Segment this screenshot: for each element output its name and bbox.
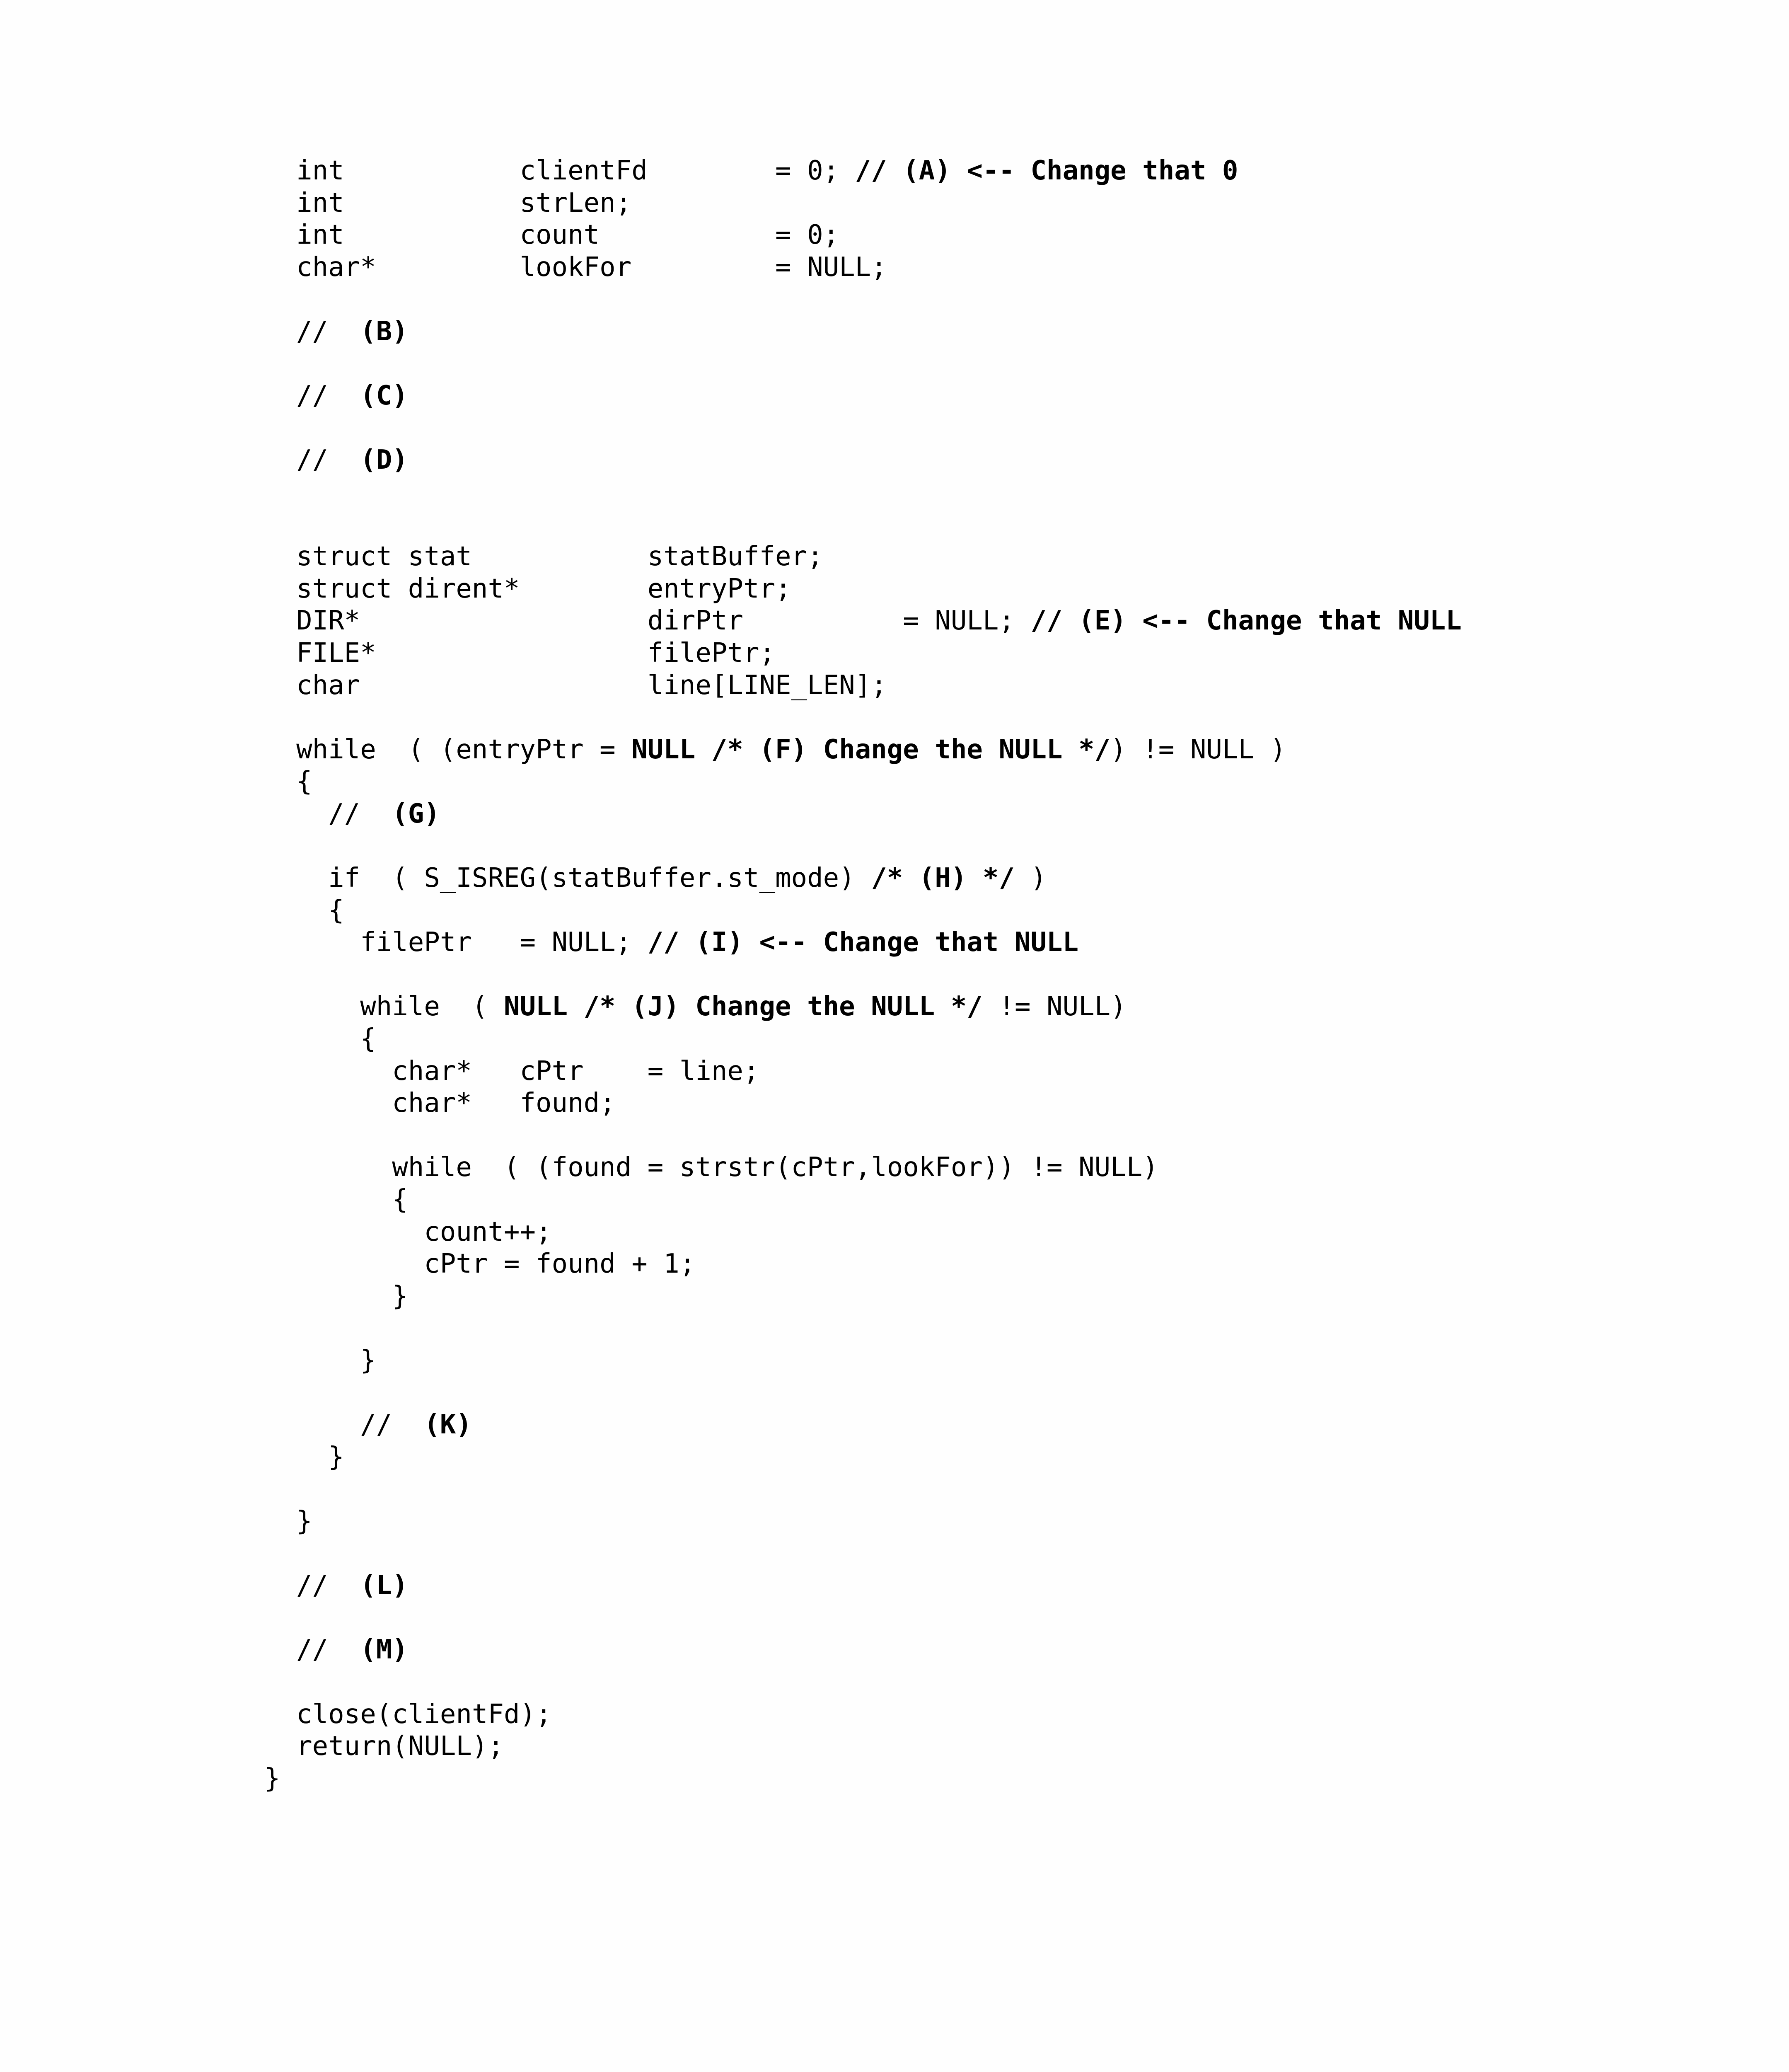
blank-line	[264, 1602, 1462, 1634]
code-line	[264, 1152, 1462, 1184]
code-text: return(NULL);	[264, 1731, 504, 1762]
annotation-text: // (E) <-- Change that NULL	[1030, 605, 1462, 637]
code-text: cPtr = found + 1;	[264, 1249, 696, 1280]
code-text: }	[264, 1506, 312, 1537]
code-text: {	[264, 895, 344, 926]
blank-line	[264, 1120, 1462, 1152]
code-text: {	[264, 1184, 408, 1215]
code-text: char* cPtr = line;	[264, 1055, 759, 1087]
code-line	[264, 573, 1462, 605]
code-line	[264, 1763, 1462, 1795]
code-text: int count = 0;	[264, 220, 839, 251]
code-text: DIR* dirPtr = NULL;	[264, 605, 1031, 637]
blank-line	[264, 1666, 1462, 1699]
code-text: if ( S_ISREG(statBuffer.st_mode)	[264, 863, 871, 894]
blank-line	[264, 1473, 1462, 1506]
code-line	[264, 316, 1462, 348]
code-line	[264, 252, 1462, 284]
code-line	[264, 766, 1462, 798]
code-line	[264, 927, 1462, 959]
code-line	[264, 1184, 1462, 1216]
code-text: ) != NULL )	[1110, 734, 1286, 765]
code-text: //	[264, 1409, 424, 1440]
code-text: char line[LINE_LEN];	[264, 670, 887, 701]
code-text: != NULL)	[982, 991, 1127, 1022]
code-text: struct dirent* entryPtr;	[264, 573, 791, 604]
code-text: //	[264, 798, 392, 829]
code-text: {	[264, 766, 312, 797]
code-line	[264, 605, 1462, 637]
code-line	[264, 1345, 1462, 1377]
code-line	[264, 637, 1462, 670]
code-line	[264, 862, 1462, 895]
blank-line	[264, 959, 1462, 991]
code-line	[264, 1023, 1462, 1055]
code-line	[264, 1441, 1462, 1474]
code-line	[264, 991, 1462, 1023]
annotation-text: NULL /* (F) Change the NULL */	[631, 734, 1111, 765]
blank-line	[264, 830, 1462, 862]
annotation-text: (C)	[360, 380, 408, 411]
blank-line	[264, 412, 1462, 445]
code-text: //	[264, 1570, 360, 1601]
code-line	[264, 380, 1462, 412]
code-text: )	[1014, 863, 1047, 894]
code-line	[264, 798, 1462, 830]
code-text: struct stat statBuffer;	[264, 541, 823, 572]
code-line	[264, 1731, 1462, 1763]
blank-line	[264, 702, 1462, 734]
code-line	[264, 187, 1462, 220]
annotation-text: (K)	[424, 1409, 472, 1440]
code-line	[264, 1280, 1462, 1313]
code-text: //	[264, 316, 360, 347]
code-text: while ( (entryPtr =	[264, 734, 632, 765]
code-line	[264, 1634, 1462, 1666]
code-text: filePtr = NULL;	[264, 927, 648, 958]
code-text: while (	[264, 991, 504, 1022]
blank-line	[264, 1312, 1462, 1345]
blank-line	[264, 283, 1462, 316]
code-line	[264, 1570, 1462, 1602]
code-text: }	[264, 1345, 376, 1376]
blank-line	[264, 1377, 1462, 1409]
annotation-text: (M)	[360, 1634, 408, 1665]
code-text: while ( (found = strstr(cPtr,lookFor)) != NULL)	[264, 1152, 1158, 1183]
annotation-text: (B)	[360, 316, 408, 347]
code-line	[264, 1409, 1462, 1441]
blank-line	[264, 509, 1462, 541]
code-text: count++;	[264, 1216, 552, 1247]
annotation-text: (L)	[360, 1570, 408, 1601]
code-text: int strLen;	[264, 187, 632, 218]
annotation-text: (D)	[360, 445, 408, 476]
code-listing	[264, 155, 1462, 1795]
code-line	[264, 734, 1462, 766]
code-text: close(clientFd);	[264, 1699, 552, 1730]
annotation-text: // (I) <-- Change that NULL	[647, 927, 1079, 958]
code-line	[264, 444, 1462, 477]
code-text: char* found;	[264, 1088, 616, 1119]
code-text: //	[264, 1634, 360, 1665]
code-line	[264, 1087, 1462, 1120]
annotation-text: /* (H) */	[871, 863, 1015, 894]
code-line	[264, 1055, 1462, 1088]
code-line	[264, 670, 1462, 702]
code-line	[264, 895, 1462, 927]
annotation-text: // (A) <-- Change that 0	[855, 155, 1238, 186]
code-line	[264, 219, 1462, 252]
code-text: //	[264, 380, 360, 411]
code-text: }	[264, 1280, 408, 1312]
blank-line	[264, 1538, 1462, 1570]
code-text: //	[264, 445, 360, 476]
code-line	[264, 155, 1462, 187]
code-text: }	[264, 1763, 280, 1794]
code-text: }	[264, 1441, 344, 1472]
code-text: FILE* filePtr;	[264, 637, 775, 668]
blank-line	[264, 348, 1462, 380]
code-line	[264, 1506, 1462, 1538]
code-line	[264, 1248, 1462, 1280]
code-text: int clientFd = 0;	[264, 155, 855, 186]
code-line	[264, 541, 1462, 573]
annotation-text: NULL /* (J) Change the NULL */	[503, 991, 983, 1022]
code-line	[264, 1699, 1462, 1731]
code-text: {	[264, 1024, 376, 1055]
blank-line	[264, 477, 1462, 509]
annotation-text: (G)	[392, 798, 440, 829]
code-text: char* lookFor = NULL;	[264, 252, 887, 283]
code-line	[264, 1216, 1462, 1249]
